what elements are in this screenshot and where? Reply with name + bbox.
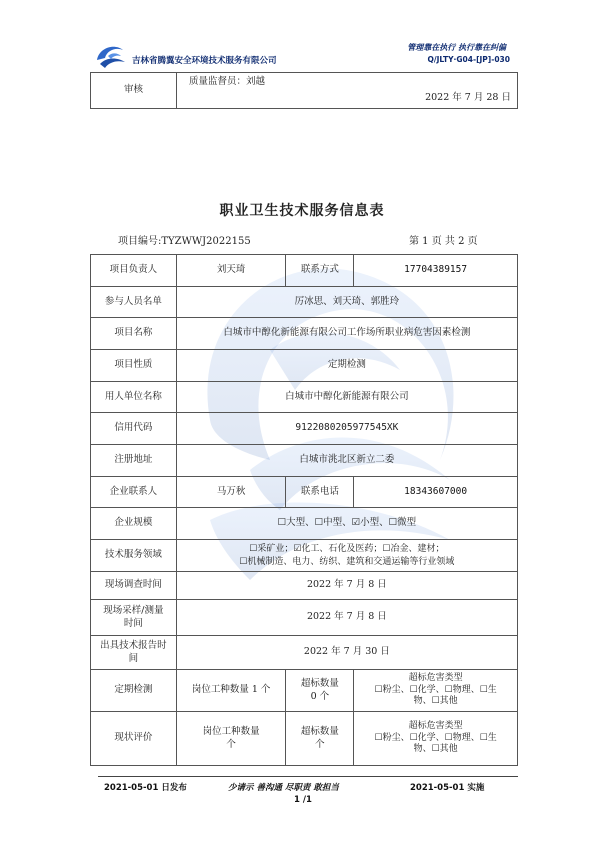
status-posts (176, 712, 286, 766)
company-name: 吉林省腾翼安全环境技术服务有限公司 (132, 56, 277, 66)
project-name-label: 项目名称 (91, 318, 177, 350)
participants-value: 厉冰思、刘天琦、郭胜玲 (176, 287, 517, 318)
status-hazard-title: 超标危害类型 (408, 720, 463, 731)
periodic-hazard-types (354, 670, 518, 712)
enterprise-phone-label: 联系电话 (286, 477, 354, 508)
document-footer (98, 776, 518, 805)
survey-time-value: 2022 年 7 月 8 日 (176, 572, 517, 600)
implementation-date: 2021-05-01 实施 (410, 783, 485, 793)
employer-value: 白城市中醇化新能源有限公司 (176, 382, 517, 413)
project-name-value: 白城市中醇化新能源有限公司工作场所职业病危害因素检测 (176, 318, 517, 350)
table-row (91, 572, 518, 600)
periodic-hazard-line-2: 物、☐其他 (413, 696, 458, 707)
table-row (91, 287, 518, 318)
sampling-time-label-line-1: 现场采样/测量 (103, 604, 164, 616)
report-time-label-line-2: 间 (128, 652, 139, 664)
enterprise-scale-label: 企业规模 (91, 508, 177, 540)
table-row (91, 636, 518, 670)
info-table (90, 254, 518, 766)
project-nature-label: 项目性质 (91, 350, 177, 382)
service-field-label: 技术服务领域 (91, 540, 177, 572)
table-row (91, 445, 518, 477)
report-time-label (91, 636, 177, 670)
participants-label: 参与人员名单 (91, 287, 177, 318)
enterprise-contact-label: 企业联系人 (91, 477, 177, 508)
table-row (91, 413, 518, 445)
contact-label: 联系方式 (286, 255, 354, 287)
report-time-label-line-1: 出具技术报告时 (100, 639, 167, 651)
sampling-time-value: 2022 年 7 月 8 日 (176, 600, 517, 636)
credit-code-value: 9122080205977545XK (176, 413, 517, 445)
table-row (91, 670, 518, 712)
status-posts-label: 岗位工种数量 (202, 725, 260, 737)
status-exceed-count: 个 (315, 738, 325, 750)
page-info: 第 1 页 共 2 页 (409, 236, 478, 247)
table-row (91, 508, 518, 540)
periodic-detection-label: 定期检测 (91, 670, 177, 712)
table-row (91, 600, 518, 636)
footer-motto: 少请示 善沟通 尽职责 敢担当 (228, 783, 339, 793)
contact-value: 17704389157 (354, 255, 518, 287)
status-evaluation-label: 现状评价 (91, 712, 177, 766)
issue-date: 2021-05-01 日发布 (104, 783, 187, 793)
periodic-exceed (286, 670, 354, 712)
table-row (91, 255, 518, 287)
quality-supervisor: 质量监督员：刘越 (189, 76, 266, 87)
document-number: Q/JLTY·G04-[JP]-030 (427, 55, 510, 64)
credit-code-label: 信用代码 (91, 413, 177, 445)
status-hazard-line-1: ☐粉尘、☐化学、☐物理、☐生 (374, 732, 497, 743)
status-exceed-label: 超标数量 (300, 725, 339, 737)
company-logo-icon (94, 42, 128, 70)
table-row (91, 477, 518, 508)
table-row (91, 712, 518, 766)
leader-label: 项目负责人 (91, 255, 177, 287)
periodic-hazard-line-1: ☐粉尘、☐化学、☐物理、☐生 (374, 684, 497, 695)
table-row (91, 540, 518, 572)
page-title: 职业卫生技术服务信息表 (219, 203, 385, 219)
service-field-value (176, 540, 517, 572)
page-number: 1 /1 (294, 795, 312, 805)
periodic-exceed-count: 0 个 (310, 690, 330, 702)
sampling-time-label-line-2: 时间 (123, 617, 143, 629)
enterprise-scale-value: ☐大型、☐中型、☑小型、☐微型 (176, 508, 517, 540)
table-row (91, 382, 518, 413)
periodic-hazard-title: 超标危害类型 (408, 672, 463, 683)
review-label: 审核 (91, 73, 177, 109)
status-posts-count: 个 (226, 738, 236, 750)
status-exceed (286, 712, 354, 766)
status-hazard-types (354, 712, 518, 766)
table-row (91, 350, 518, 382)
review-table (90, 72, 518, 109)
project-nature-value: 定期检测 (176, 350, 517, 382)
survey-time-label: 现场调查时间 (91, 572, 177, 600)
enterprise-contact-value: 马万秋 (176, 477, 286, 508)
report-time-value: 2022 年 7 月 30 日 (176, 636, 517, 670)
document-header (90, 42, 530, 72)
service-field-line-2: ☐机械制造、电力、纺织、建筑和交通运输等行业领域 (239, 556, 455, 567)
table-row (91, 318, 518, 350)
periodic-posts: 岗位工种数量 1 个 (176, 670, 286, 712)
address-value: 白城市洮北区新立二委 (176, 445, 517, 477)
sampling-time-label (91, 600, 177, 636)
leader-value: 刘天琦 (176, 255, 286, 287)
enterprise-phone-value: 18343607000 (354, 477, 518, 508)
employer-label: 用人单位名称 (91, 382, 177, 413)
header-slogan: 管理靠在执行 执行靠在纠偏 (407, 43, 506, 52)
periodic-exceed-label: 超标数量 (300, 677, 339, 689)
address-label: 注册地址 (91, 445, 177, 477)
project-number: 项目编号:TYZWWJ2022155 (118, 236, 251, 247)
review-date: 2022 年 7 月 28 日 (425, 92, 511, 104)
status-hazard-line-2: 物、☐其他 (413, 744, 458, 755)
service-field-line-1: ☐采矿业；☑化工、石化及医药；☐冶金、建材； (249, 544, 445, 555)
review-cell (177, 73, 518, 109)
